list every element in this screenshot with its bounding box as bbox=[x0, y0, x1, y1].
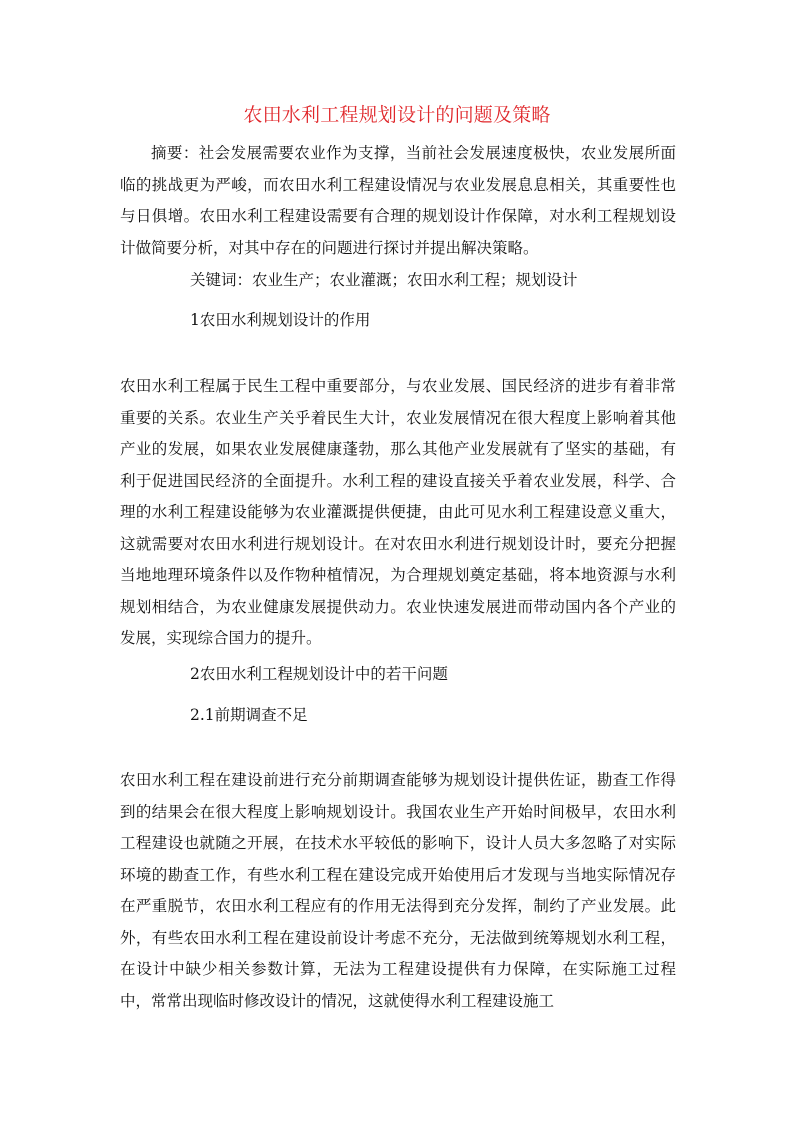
document-title: 农田水利工程规划设计的问题及策略 bbox=[243, 104, 551, 126]
keywords-line: 关键词：农业生产；农业灌溉；农田水利工程；规划设计 bbox=[190, 271, 578, 289]
section-2-1-body: 农田水利工程在建设前进行充分前期调查能够为规划设计提供佐证，勘查工作得到的结果会在很大程度上影响规划设计。我国农业生产开始时间极早，农田水利工程建设也就随之开展，在技术水平较低的影响下，设计人员大多忽略了对实际环境的勘查工作，有些水利工程在建设完成开始使用后才发现与当地实际情况存在严重脱节，农田水利工程应有的作用无法得到充分发挥，制约了产业发展。此外，有些农田水利工程在建设前设计考虑不充分，无法做到统筹规划水利工程，在设计中缺少相关参数计算，无法为工程建设提供有力保障，在实际施工过程中，常常出现临时修改设计的情况，这就使得水利工程建设施工 bbox=[120, 771, 676, 1010]
section-1-heading: 1农田水利规划设计的作用 bbox=[190, 311, 371, 329]
section-2-1-heading: 2.1前期调查不足 bbox=[190, 706, 308, 724]
abstract-paragraph: 摘要：社会发展需要农业作为支撑，当前社会发展速度极快，农业发展所面临的挑战更为严峻，而农田水利工程建设情况与农业发展息息相关，其重要性也与日俱增。农田水利工程建设需要有合理的规划设计作保障，对水利工程规划设计做简要分析，对其中存在的问题进行探讨并提出解决策略。 bbox=[120, 144, 676, 257]
section-2-heading: 2农田水利工程规划设计中的若干问题 bbox=[190, 665, 448, 683]
section-1-body: 农田水利工程属于民生工程中重要部分，与农业发展、国民经济的进步有着非常重要的关系。农业生产关乎着民生大计，农业发展情况在很大程度上影响着其他产业的发展，如果农业发展健康蓬勃，那么其他产业发展就有了坚实的基础，有利于促进国民经济的全面提升。水利工程的建设直接关乎着农业发展，科学、合理的水利工程建设能够为农业灌溉提供便捷，由此可见水利工程建设意义重大，这就需要对农田水利进行规划设计。在对农田水利进行规划设计时，要充分把握当地地理环境条件以及作物种植情况，为合理规划奠定基础，将本地资源与水利规划相结合，为农业健康发展提供动力。农业快速发展进而带动国内各个产业的发展，实现综合国力的提升。 bbox=[120, 377, 676, 647]
